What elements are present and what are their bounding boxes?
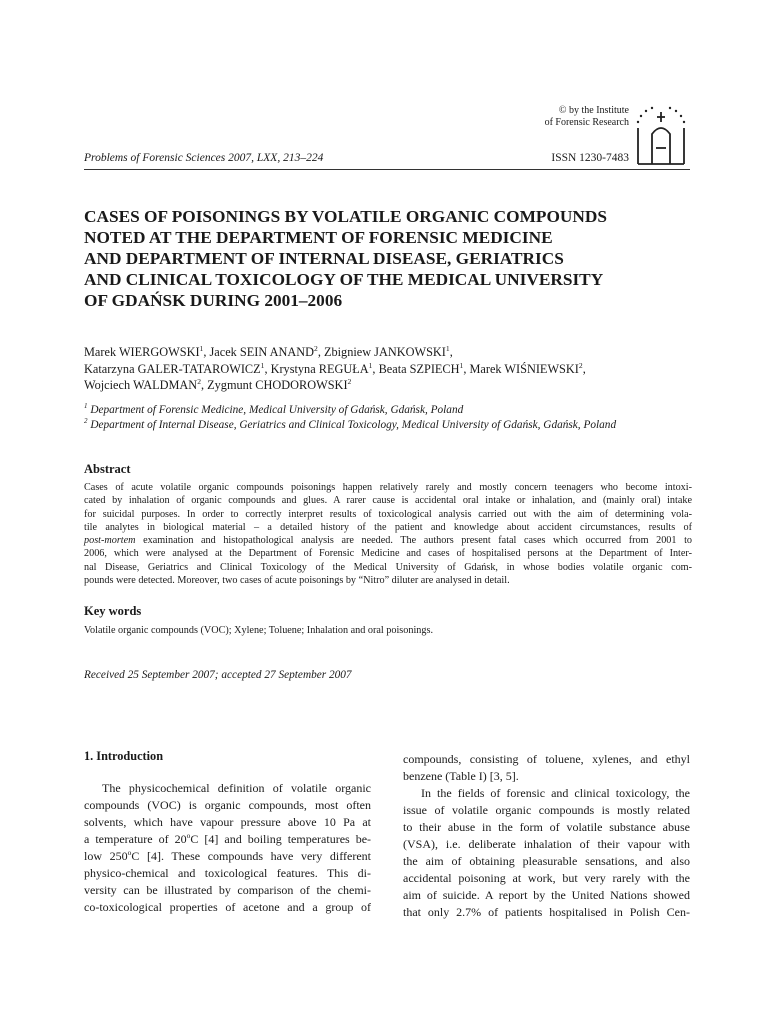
journal-citation: Problems of Forensic Sciences 2007, LXX, 213–224	[84, 152, 324, 164]
abstract-line: Cases of acute volatile organic compounds poisonings happen relatively rarely and mostly concern teenagers who become intoxi-	[84, 482, 692, 493]
affiliation-text: Department of Internal Disease, Geriatrics and Clinical Toxicology, Medical University of Gdańsk, Gdańsk, Poland	[87, 418, 617, 431]
author-separator: ,	[449, 345, 453, 359]
abstract-line: 2006, which were analysed at the Department of Forensic Medicine and cases of hospitalised persons at the Department of Inter-	[84, 548, 692, 560]
abstract-line-text: examination and histopathological analysis are needed. The authors present fatal cases which occurred from 2001 to	[143, 535, 693, 547]
body-column-left	[84, 780, 371, 916]
body-line: benzene (Table I) [3, 5].	[403, 769, 519, 783]
author-line	[84, 361, 694, 378]
body-column-right	[403, 751, 690, 921]
body-line: solvents, which have vapour pressure above 10 Pa at	[84, 815, 371, 829]
body-line: aim of suicide. A report by the United Nations showed	[403, 888, 690, 902]
author-affil-mark: 2	[347, 376, 352, 386]
author-affil-mark: 1	[199, 343, 204, 353]
author-line	[84, 377, 694, 394]
author-name: , Zygmunt CHODOROWSKI	[201, 378, 348, 392]
author-name: , Jacek SEIN ANAND	[203, 345, 315, 359]
body-line: (VSA), i.e. deliberate inhalation of their vapour with	[403, 837, 690, 851]
author-affil-mark: 2	[578, 360, 583, 370]
abstract-line: for suicidal purposes. In order to correctly interpret results of toxicological analysis carried out with the aim of determining vola-	[84, 508, 692, 520]
body-line: accidental poisoning at work, but very rarely with the	[403, 871, 690, 885]
affiliation-mark: 2	[84, 416, 88, 425]
body-text: low 250	[84, 849, 128, 863]
author-separator: ,	[582, 361, 586, 376]
author-affil-mark: 1	[368, 360, 373, 370]
header-divider	[84, 169, 690, 170]
title-line: CASES OF POISONINGS BY VOLATILE ORGANIC COMPOUNDS	[84, 207, 607, 226]
author-affil-mark: 2	[314, 343, 318, 353]
body-text: [4] and boiling temperatures be-	[204, 832, 372, 846]
abstract-line: cated by inhalation of organic compounds and glues. A rarer cause is accidental oral intake or inhalation, and (mainly oral) intake	[84, 495, 692, 507]
affiliation-text: Department of Forensic Medicine, Medical University of Gdańsk, Gdańsk, Poland	[87, 404, 464, 416]
body-line	[84, 831, 371, 848]
title-line: OF GDAŃSK DURING 2001–2006	[84, 291, 343, 310]
author-name: , Krystyna REGUŁA	[264, 361, 369, 376]
body-line: physico-chemical and toxicological features. This di-	[84, 866, 371, 880]
author-name: Marek WIERGOWSKI	[84, 345, 200, 359]
body-line: issue of volatile organic compounds is mostly related	[403, 803, 690, 817]
body-line: the aim of obtaining pleasurable sensations, and also	[403, 854, 690, 868]
author-name: , Zbigniew JANKOWSKI	[317, 345, 446, 359]
copyright-line: © by the Institute	[558, 105, 629, 116]
author-affil-mark: 1	[260, 360, 265, 370]
abstract-italic-term: post-mortem	[84, 535, 136, 547]
body-line: to their abuse in the form of volatile substance abuse	[403, 820, 690, 834]
body-text: [4]. These compounds have very different	[147, 849, 372, 863]
author-name: Wojciech WALDMAN	[84, 378, 198, 392]
author-affil-mark: 2	[197, 376, 201, 386]
author-name: , Marek WIŚNIEWSKI	[463, 361, 579, 376]
body-line: that only 2.7% of patients hospitalised in Polish Cen-	[403, 905, 690, 919]
degree-mark: o	[186, 831, 191, 840]
abstract-line: pounds were detected. Moreover, two cases of acute poisonings by “Nitro” diluter are analysed in detail.	[84, 575, 510, 587]
affiliation	[84, 403, 699, 418]
author-line	[84, 344, 694, 361]
keywords-text: Volatile organic compounds (VOC); Xylene; Toluene; Inhalation and oral poisonings.	[84, 625, 433, 636]
abstract-line: tile analytes in biological material – a detailed history of the patient and knowledge about accident circumstances, results of	[84, 521, 692, 533]
institute-logo-icon	[632, 104, 690, 166]
received-date: Received 25 September 2007; accepted 27 September 2007	[84, 669, 352, 681]
body-line	[84, 848, 371, 865]
abstract-body	[84, 481, 692, 587]
degree-mark: o	[127, 848, 132, 857]
paper-title	[84, 206, 694, 311]
body-text: C	[190, 832, 199, 846]
keywords-heading: Key words	[84, 604, 142, 618]
issn: ISSN 1230-7483	[551, 152, 629, 164]
body-text: a temperature of 20	[84, 832, 187, 846]
copyright-notice	[545, 105, 629, 129]
title-line: AND DEPARTMENT OF INTERNAL DISEASE, GERIATRICS	[84, 249, 564, 268]
body-line: The physicochemical definition of volatile organic	[102, 781, 371, 795]
title-line: NOTED AT THE DEPARTMENT OF FORENSIC MEDICINE	[84, 228, 553, 247]
author-list	[84, 344, 694, 394]
body-line: In the fields of forensic and clinical toxicology, the	[421, 786, 690, 800]
abstract-heading: Abstract	[84, 462, 131, 476]
title-line: AND CLINICAL TOXICOLOGY OF THE MEDICAL UNIVERSITY	[84, 270, 604, 289]
body-line: compounds (VOC) is organic compounds, most often	[84, 798, 371, 812]
author-name: , Beata SZPIECH	[372, 361, 460, 376]
body-line: versity can be illustrated by comparison of the chemi-	[84, 883, 371, 897]
body-text: C	[131, 849, 140, 863]
copyright-line: of Forensic Research	[544, 117, 629, 128]
section-heading-introduction: 1. Introduction	[84, 749, 164, 763]
body-line: co-toxicological properties of acetone and a group of	[84, 900, 371, 914]
affiliations	[84, 403, 699, 432]
abstract-line: nal Disease, Geriatrics and Clinical Toxicology of the Medical University of Gdańsk, in whose bodies volatile organic com-	[84, 561, 692, 573]
body-line: compounds, consisting of toluene, xylenes, and ethyl	[403, 752, 690, 766]
affiliation-mark: 1	[84, 402, 88, 411]
author-affil-mark: 1	[445, 343, 450, 353]
affiliation	[84, 418, 699, 433]
author-affil-mark: 1	[459, 360, 464, 370]
abstract-line	[84, 534, 692, 547]
author-name: Katarzyna GALER-TATAROWICZ	[84, 361, 261, 376]
